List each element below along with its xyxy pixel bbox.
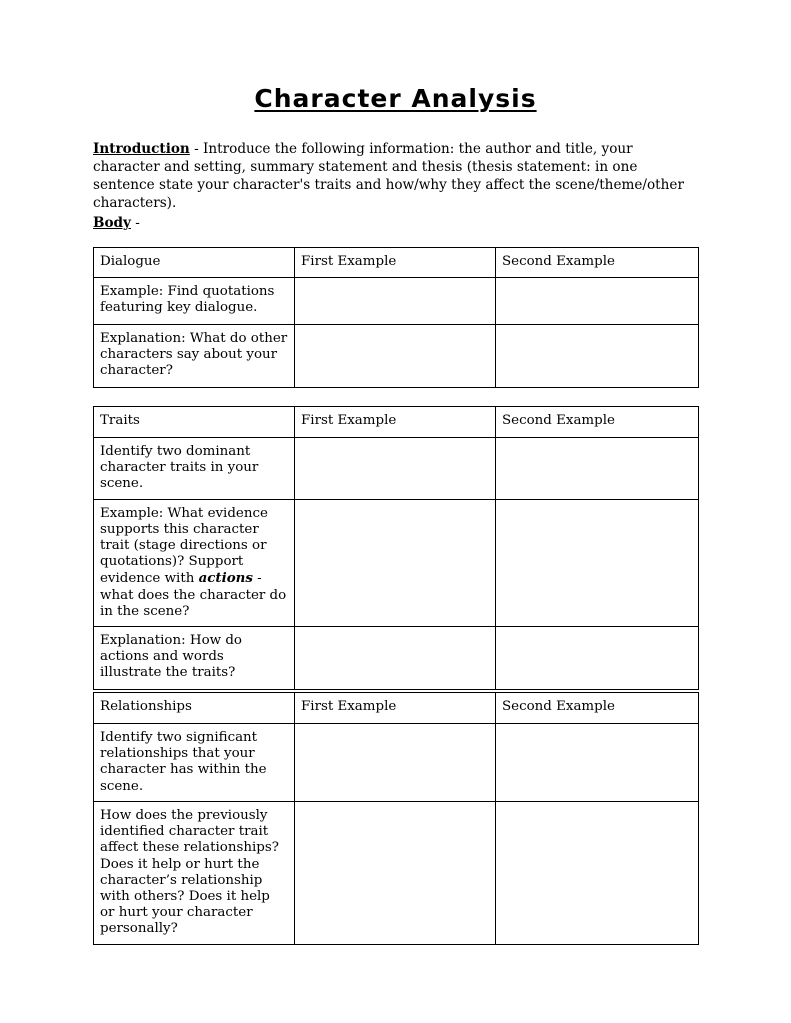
- row-prompt-cell: Example: Find quotations featuring key dialogue.: [94, 278, 295, 325]
- table-header-cell: Second Example: [496, 693, 699, 724]
- table-row: [94, 724, 699, 802]
- table-header-cell: Dialogue: [94, 248, 295, 278]
- body-label: Body: [93, 215, 131, 231]
- first-example-answer-cell[interactable]: [295, 499, 496, 626]
- row-prompt-cell: Identify two significant relationships that your character has within the scene.: [94, 724, 295, 802]
- table-header-cell: First Example: [295, 693, 496, 724]
- row-prompt-cell: Identify two dominant character traits in your scene.: [94, 438, 295, 500]
- table-header-cell: Traits: [94, 407, 295, 438]
- second-example-answer-cell[interactable]: [496, 802, 699, 945]
- prompt-text: - what does the character do in the scene?: [100, 571, 287, 619]
- first-example-answer-cell[interactable]: [295, 325, 496, 388]
- relationships-table: [93, 692, 699, 945]
- introduction-paragraph: [93, 140, 698, 212]
- table-header-cell: First Example: [295, 407, 496, 438]
- first-example-answer-cell[interactable]: [295, 438, 496, 500]
- second-example-answer-cell[interactable]: [496, 499, 699, 626]
- table-header-row: [94, 407, 699, 438]
- second-example-answer-cell[interactable]: [496, 325, 699, 388]
- row-prompt-cell: How does the previously identified character trait affect these relationships? Does it help or hurt the character’s relationship with others? Does it help or hurt your character personally?: [94, 802, 295, 945]
- table-header-cell: Second Example: [496, 248, 699, 278]
- traits-table: [93, 406, 699, 690]
- table-header-cell: First Example: [295, 248, 496, 278]
- table-row: [94, 499, 699, 626]
- first-example-answer-cell[interactable]: [295, 724, 496, 802]
- first-example-answer-cell[interactable]: [295, 802, 496, 945]
- row-prompt-cell: [94, 499, 295, 626]
- table-header-cell: Relationships: [94, 693, 295, 724]
- table-row: [94, 802, 699, 945]
- row-prompt-cell: Explanation: How do actions and words illustrate the traits?: [94, 627, 295, 690]
- table-row: [94, 438, 699, 500]
- second-example-answer-cell[interactable]: [496, 278, 699, 325]
- second-example-answer-cell[interactable]: [496, 438, 699, 500]
- table-header-row: [94, 248, 699, 278]
- table-row: [94, 278, 699, 325]
- table-row: [94, 627, 699, 690]
- table-header-row: [94, 693, 699, 724]
- first-example-answer-cell[interactable]: [295, 627, 496, 690]
- first-example-answer-cell[interactable]: [295, 278, 496, 325]
- second-example-answer-cell[interactable]: [496, 627, 699, 690]
- dialogue-table: [93, 247, 699, 388]
- table-header-cell: Second Example: [496, 407, 699, 438]
- introduction-text: - Introduce the following information: the author and title, your character and setting, summary statement and thesis (thesis statement: in one sentence state your character's traits and how/why they affect the scene/theme/other characters).: [93, 141, 684, 211]
- table-row: [94, 325, 699, 388]
- introduction-label: Introduction: [93, 141, 190, 157]
- second-example-answer-cell[interactable]: [496, 724, 699, 802]
- prompt-text: Example: What evidence supports this character trait (stage directions or quotations)? Support evidence with: [100, 505, 268, 587]
- body-heading: [93, 214, 140, 232]
- prompt-emphasis: actions: [198, 570, 253, 587]
- page-title: Character Analysis: [254, 84, 537, 113]
- row-prompt-cell: Explanation: What do other characters say about your character?: [94, 325, 295, 388]
- body-suffix: -: [130, 215, 140, 231]
